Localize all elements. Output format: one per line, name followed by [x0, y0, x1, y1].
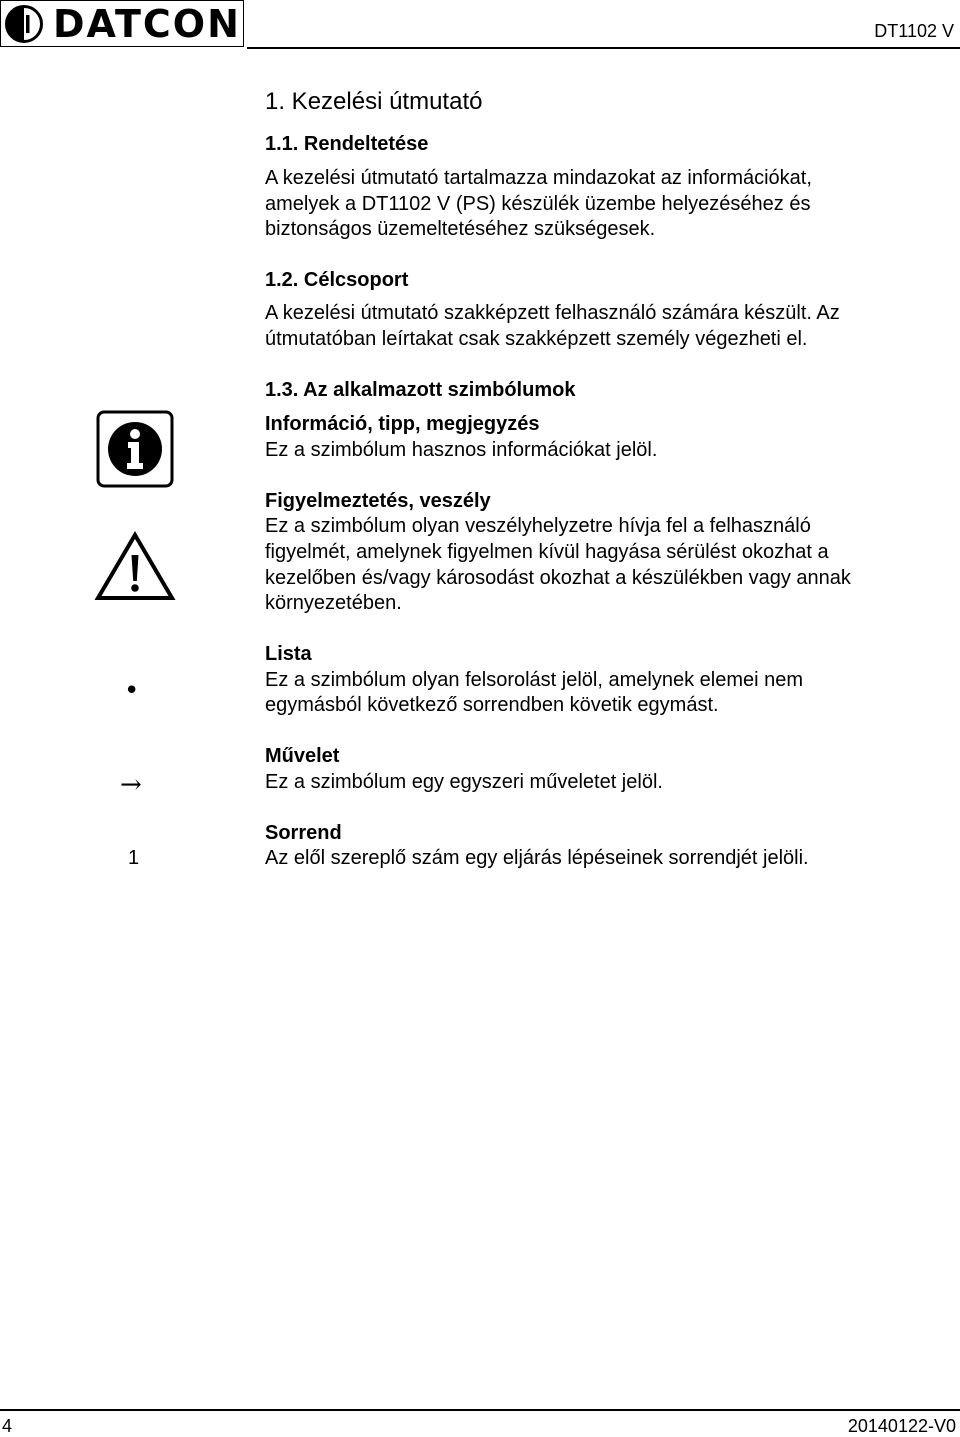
- list-heading: Lista: [265, 643, 312, 665]
- bullet-icon: •: [124, 676, 140, 706]
- order-heading: Sorrend: [265, 822, 342, 844]
- document-code: DT1102 V: [874, 21, 954, 41]
- warning-line: környezetében.: [265, 592, 402, 614]
- operation-line: Ez a szimbólum egy egyszeri műveletet jelöl.: [265, 771, 663, 793]
- warning-line: Ez a szimbólum olyan veszélyhelyzetre hívja fel a felhasználó: [265, 515, 811, 537]
- section-1-2-line: A kezelési útmutató szakképzett felhasználó számára készült. Az: [265, 302, 840, 324]
- section-1-1-line: biztonságos üzemeltetéséhez szükségesek.: [265, 218, 656, 240]
- info-heading: Információ, tipp, megjegyzés: [265, 413, 540, 435]
- header-divider: [247, 47, 960, 49]
- order-number-symbol: 1: [128, 847, 140, 869]
- list-line: Ez a szimbólum olyan felsorolást jelöl, amelynek elemei nem: [265, 669, 804, 691]
- section-1-1-line: amelyek a DT1102 V (PS) készülék üzembe helyezéséhez és: [265, 192, 811, 215]
- footer-divider: [0, 1409, 960, 1411]
- warning-line: figyelmét, amelynek figyelmen kívül hagyása sérülést okozhat a: [265, 541, 829, 563]
- chapter-title: 1. Kezelési útmutató: [265, 88, 483, 115]
- datcon-logo: [0, 0, 244, 47]
- logo-emblem-icon: [4, 4, 44, 44]
- page-number: 4: [2, 1416, 13, 1436]
- section-1-1-title: 1.1. Rendeltetése: [265, 133, 429, 155]
- list-line: egymásból következő sorrendben követik egymást.: [265, 694, 719, 716]
- warning-heading: Figyelmeztetés, veszély: [265, 490, 491, 512]
- section-1-1-line: A kezelési útmutató tartalmazza mindazokat az információkat,: [265, 167, 812, 189]
- section-1-2-line: útmutatóban leírtakat csak szakképzett személy végezheti el.: [265, 328, 808, 350]
- section-1-3-title: 1.3. Az alkalmazott szimbólumok: [265, 379, 576, 401]
- warning-icon: [94, 531, 176, 601]
- warning-line: kezelőben és/vagy károsodást okozhat a készülékben vagy annak: [265, 566, 851, 589]
- logo-text: DATCON: [53, 2, 241, 46]
- info-line: Ez a szimbólum hasznos információkat jelöl.: [265, 439, 658, 461]
- section-1-2-title: 1.2. Célcsoport: [265, 269, 409, 291]
- document-date: 20140122-V0: [847, 1416, 956, 1436]
- arrow-right-icon: →: [120, 770, 142, 800]
- info-icon: [96, 410, 174, 488]
- order-line: Az elől szereplő szám egy eljárás lépéseinek sorrendjét jelöli.: [265, 847, 809, 869]
- operation-heading: Művelet: [265, 745, 340, 767]
